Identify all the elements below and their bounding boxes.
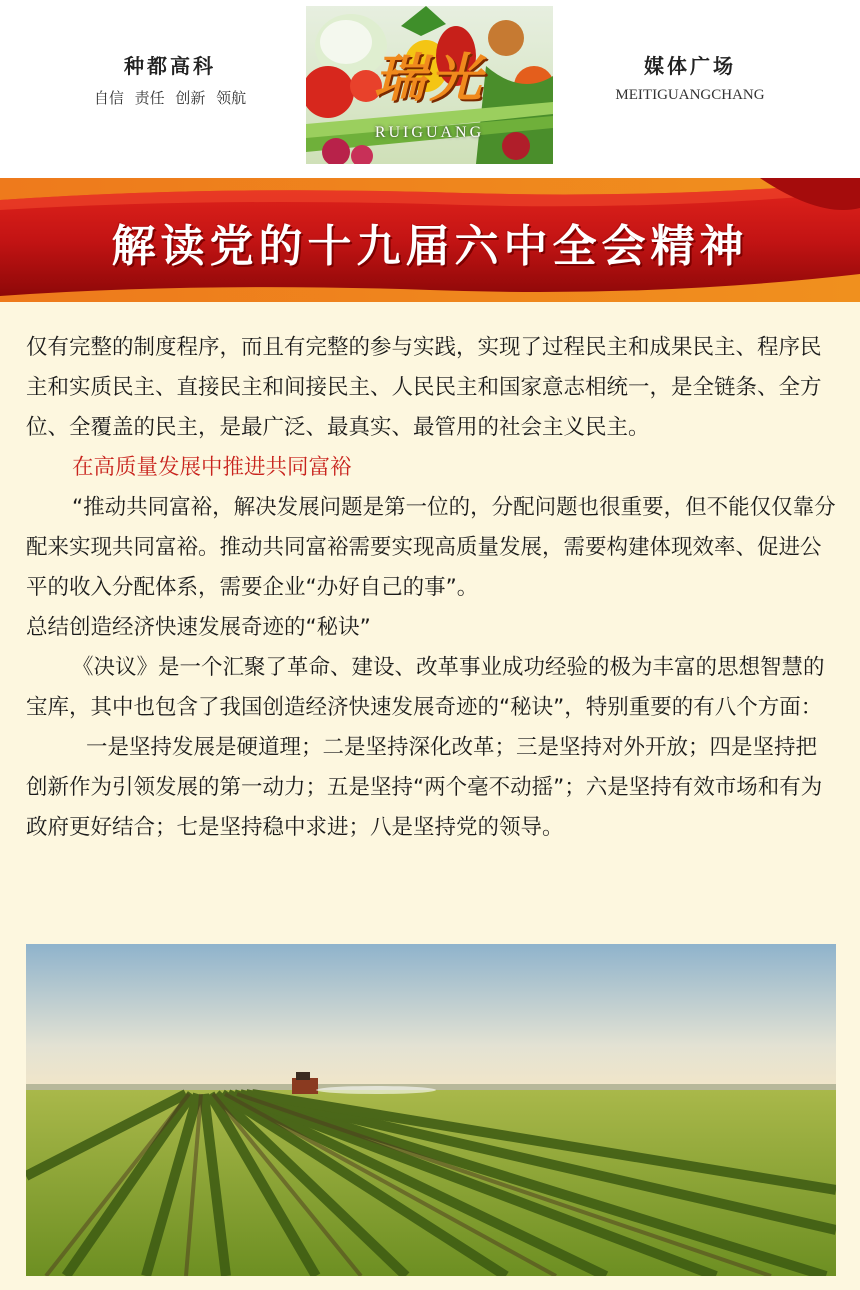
banner-title: 解读党的十九届六中全会精神	[111, 221, 749, 272]
ruiguang-logo	[306, 6, 553, 164]
logo-name: 瑞光	[373, 48, 486, 109]
article-paragraph: 一是坚持发展是硬道理；二是坚持深化改革；三是坚持对外开放；四是坚持把创新作为引领发展的第一动力；五是坚持“两个毫不动摇”；六是坚持有效市场和有为政府更好结合；七是坚持稳中求进；八是坚持党的领导。	[26, 735, 823, 840]
article-paragraph: “推动共同富裕，解决发展问题是第一位的，分配问题也很重要，但不能仅仅靠分配来实现共同富裕。推动共同富裕需要实现高质量发展，需要构建体现效率、促进公平的收入分配体系，需要企业“办好自己的事”。	[26, 495, 836, 600]
brand-left-title: 种都高科	[124, 54, 216, 78]
article-body	[26, 328, 836, 848]
article-subheading: 总结创造经济快速发展奇迹的“秘诀”	[26, 615, 371, 640]
brand-right-title: 媒体广场	[644, 54, 736, 78]
farm-field-photo	[26, 944, 836, 1276]
brand-left	[80, 50, 260, 108]
brand-left-slogan: 自信 责任 创新 领航	[93, 89, 247, 107]
brand-right	[590, 50, 790, 104]
article-paragraph: 仅有完整的制度程序，而且有完整的参与实践，实现了过程民主和成果民主、程序民主和实质民主、直接民主和间接民主、人民民主和国家意志相统一，是全链条、全方位、全覆盖的民主，是最广泛、最真实、最管用的社会主义民主。	[26, 335, 822, 440]
article-subheading: 在高质量发展中推进共同富裕	[72, 455, 352, 480]
brand-right-subtitle: MEITIGUANGCHANG	[615, 87, 765, 103]
article-paragraph: 《决议》是一个汇聚了革命、建设、改革事业成功经验的极为丰富的思想智慧的宝库，其中也包含了我国创造经济快速发展奇迹的“秘诀”，特别重要的有八个方面：	[26, 655, 825, 720]
page-header	[0, 0, 860, 178]
logo-subtext: RUIGUANG	[374, 124, 485, 141]
